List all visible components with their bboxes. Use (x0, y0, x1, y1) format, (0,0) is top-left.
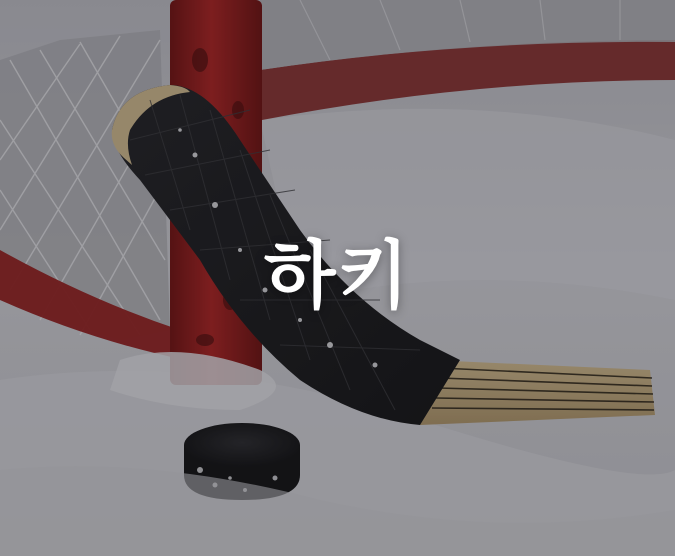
category-title: 하키 (264, 233, 411, 319)
